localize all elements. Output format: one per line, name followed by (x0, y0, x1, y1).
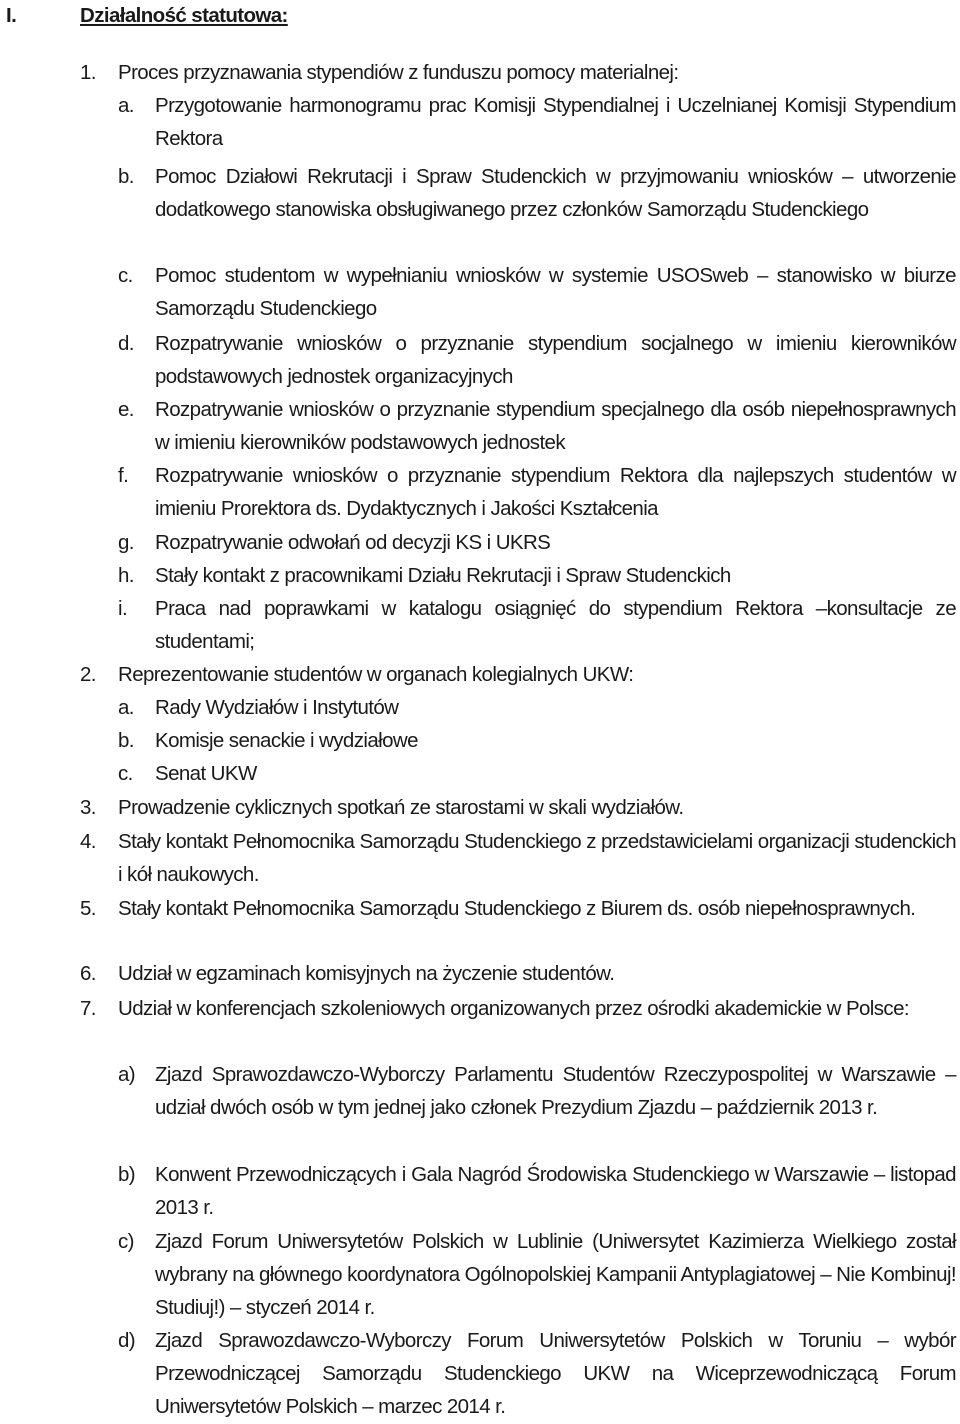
sub-marker: h. (118, 564, 134, 587)
sub-item-text: Praca nad poprawkami w katalogu osiągnięć do stypendium Rektora –konsultacje ze studentami; (155, 597, 956, 653)
list-marker: 3. (80, 796, 96, 819)
sub-marker: e. (118, 398, 134, 421)
sub-marker: d. (118, 332, 134, 355)
list-marker: 6. (80, 962, 96, 985)
sub-item-text: Zjazd Forum Uniwersytetów Polskich w Lublinie (Uniwersytet Kazimierza Wielkiego został wybrany na głównego koordynatora Ogólnopolskiej Kampanii Antyplagiatowej – Nie Kombinuj! Studiuj!) – styczeń 2014 r. (155, 1230, 956, 1319)
sub-marker: a) (118, 1063, 136, 1086)
section-heading (6, 0, 954, 32)
list-marker: 5. (80, 897, 96, 920)
sub-item-text: Przygotowanie harmonogramu prac Komisji Stypendialnej i Uczelnianej Komisji Stypendium Rektora (155, 94, 956, 150)
sub-marker: b) (118, 1163, 136, 1186)
list-marker: 2. (80, 663, 96, 686)
sub-item-text: Zjazd Sprawozdawczo-Wyborczy Forum Uniwersytetów Polskich w Toruniu – wybór Przewodniczącej Samorządu Studenckiego UKW na Wiceprzewodniczącą Forum Uniwersytetów Polskich – marzec 2014 r. (155, 1329, 956, 1418)
list-item-text: Reprezentowanie studentów w organach kolegialnych UKW: (118, 663, 634, 686)
section-number: I. (6, 4, 17, 27)
sub-item-text: Rady Wydziałów i Instytutów (155, 696, 399, 719)
list-item-text: Udział w konferencjach szkoleniowych organizowanych przez ośrodki akademickie w Polsce: (118, 997, 909, 1020)
list-marker: 7. (80, 997, 96, 1020)
sub-marker: g. (118, 531, 134, 554)
sub-marker: c. (118, 762, 133, 785)
list-marker: 1. (80, 61, 96, 84)
list-item-text: Prowadzenie cyklicznych spotkań ze starostami w skali wydziałów. (118, 796, 684, 819)
sub-item-text: Rozpatrywanie wniosków o przyznanie stypendium socjalnego w imieniu kierowników podstawowych jednostek organizacyjnych (155, 332, 956, 388)
sub-item-text: Rozpatrywanie odwołań od decyzji KS i UKRS (155, 531, 551, 554)
list-item-text: Stały kontakt Pełnomocnika Samorządu Studenckiego z Biurem ds. osób niepełnosprawnych. (118, 897, 916, 920)
sub-item-text: Stały kontakt z pracownikami Działu Rekrutacji i Spraw Studenckich (155, 564, 731, 587)
sub-marker: a. (118, 696, 134, 719)
sub-marker: i. (118, 597, 128, 620)
list-item-text: Udział w egzaminach komisyjnych na życzenie studentów. (118, 962, 615, 985)
sub-item-text: Pomoc studentom w wypełnianiu wniosków w systemie USOSweb – stanowisko w biurze Samorządu Studenckiego (155, 264, 956, 320)
section-title: Działalność statutowa: (80, 4, 288, 27)
sub-marker: c) (118, 1230, 134, 1253)
sub-marker: d) (118, 1329, 136, 1352)
sub-item-text: Komisje senackie i wydziałowe (155, 729, 418, 752)
list-item-text: Proces przyznawania stypendiów z funduszu pomocy materialnej: (118, 61, 679, 84)
sub-item-text: Konwent Przewodniczących i Gala Nagród Środowiska Studenckiego w Warszawie – listopad 2013 r. (155, 1163, 956, 1219)
sub-item-text: Senat UKW (155, 762, 257, 785)
sub-item-text: Rozpatrywanie wniosków o przyznanie stypendium Rektora dla najlepszych studentów w imieniu Prorektora ds. Dydaktycznych i Jakości Kształcenia (155, 464, 956, 520)
sub-item-text: Pomoc Działowi Rekrutacji i Spraw Studenckich w przyjmowaniu wniosków – utworzenie dodatkowego stanowiska obsługiwanego przez członków Samorządu Studenckiego (155, 165, 956, 221)
sub-item-text: Rozpatrywanie wniosków o przyznanie stypendium specjalnego dla osób niepełnosprawnych w imieniu kierowników podstawowych jednostek (155, 398, 956, 454)
sub-marker: f. (118, 464, 129, 487)
list-marker: 4. (80, 830, 96, 853)
sub-marker: b. (118, 729, 134, 752)
sub-item-text: Zjazd Sprawozdawczo-Wyborczy Parlamentu Studentów Rzeczypospolitej w Warszawie – udział dwóch osób w tym jednej jako członek Prezydium Zjazdu – październik 2013 r. (155, 1063, 956, 1119)
sub-marker: a. (118, 94, 134, 117)
sub-marker: b. (118, 165, 134, 188)
list-item-text: Stały kontakt Pełnomocnika Samorządu Studenckiego z przedstawicielami organizacji studenckich i kół naukowych. (118, 830, 956, 886)
sub-marker: c. (118, 264, 133, 287)
